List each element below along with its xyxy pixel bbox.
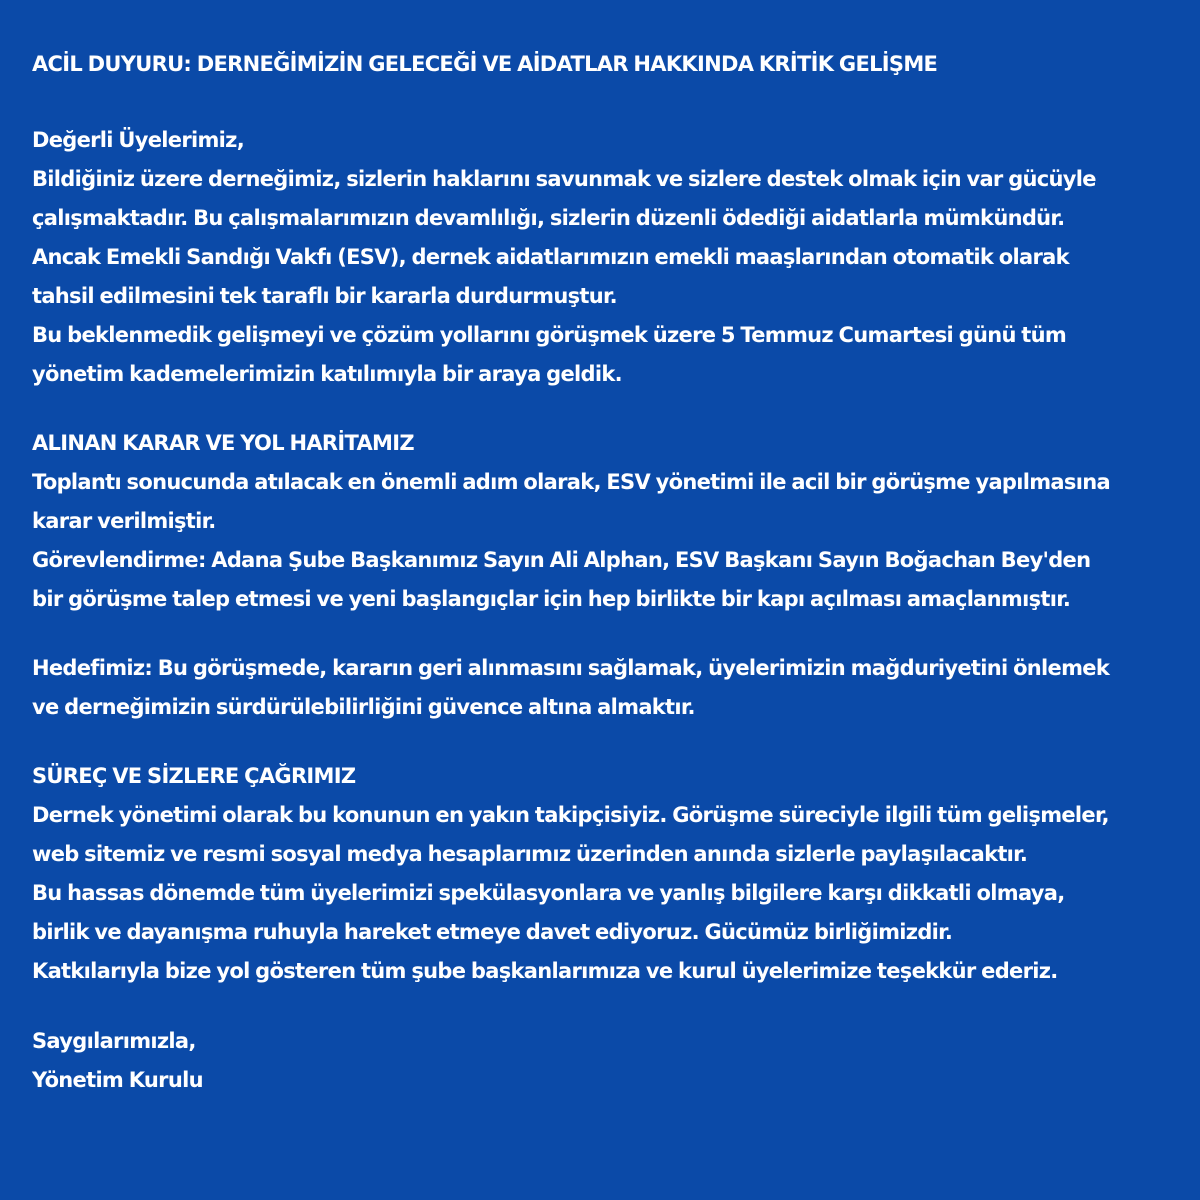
call-line: web sitemiz ve resmi sosyal medya hesaplarımız üzerinden anında sizlerle paylaşılacaktır. xyxy=(32,842,1028,866)
goal-line: Hedefimiz: Bu görüşmede, kararın geri alınmasını sağlamak, üyelerimizin mağduriyetini önlemek xyxy=(32,656,1110,680)
decision-line: Toplantı sonucunda atılacak en önemli adım olarak, ESV yönetimi ile acil bir görüşme yapılmasına xyxy=(32,470,1110,494)
announcement-title: ACİL DUYURU: DERNEĞİMİZİN GELECEĞİ VE AİDATLAR HAKKINDA KRİTİK GELİŞME xyxy=(32,52,938,76)
goal-line: ve derneğimizin sürdürülebilirliğini güvence altına almaktır. xyxy=(32,695,695,719)
call-line: birlik ve dayanışma ruhuyla hareket etmeye davet ediyoruz. Gücümüz birliğimizdir. xyxy=(32,920,953,944)
section-heading-call: SÜREÇ VE SİZLERE ÇAĞRIMIZ xyxy=(32,764,356,788)
spacer xyxy=(32,727,1170,757)
intro-line: yönetim kademelerimizin katılımıyla bir araya geldik. xyxy=(32,362,622,386)
spacer xyxy=(32,619,1170,649)
decision-line: Görevlendirme: Adana Şube Başkanımız Sayın Ali Alphan, ESV Başkanı Sayın Boğachan Bey'den xyxy=(32,548,1091,572)
call-line: Dernek yönetimi olarak bu konunun en yakın takipçisiyiz. Görüşme süreciyle ilgili tüm gelişmeler, xyxy=(32,803,1109,827)
section-heading-decision: ALINAN KARAR VE YOL HARİTAMIZ xyxy=(32,431,414,455)
signature: Yönetim Kurulu xyxy=(32,1068,203,1092)
spacer xyxy=(32,991,1170,1022)
intro-line: tahsil edilmesini tek taraflı bir kararla durdurmuştur. xyxy=(32,284,617,308)
closing: Saygılarımızla, xyxy=(32,1029,196,1053)
call-line: Bu hassas dönemde tüm üyelerimizi spekülasyonlara ve yanlış bilgilere karşı dikkatli olmaya, xyxy=(32,881,1065,905)
intro-line: Ancak Emekli Sandığı Vakfı (ESV), dernek aidatlarımızın emekli maaşlarından otomatik olarak xyxy=(32,245,1069,269)
decision-line: karar verilmiştir. xyxy=(32,509,216,533)
spacer xyxy=(32,394,1170,424)
intro-line: çalışmaktadır. Bu çalışmalarımızın devamlılığı, sizlerin düzenli ödediği aidatlarla mümkündür. xyxy=(32,206,1065,230)
greeting: Değerli Üyelerimiz, xyxy=(32,128,244,152)
spacer xyxy=(32,81,1170,121)
intro-line: Bildiğiniz üzere derneğimiz, sizlerin haklarını savunmak ve sizlere destek olmak için var gücüyle xyxy=(32,167,1096,191)
intro-line: Bu beklenmedik gelişmeyi ve çözüm yollarını görüşmek üzere 5 Temmuz Cumartesi günü tüm xyxy=(32,323,1067,347)
call-line: Katkılarıyla bize yol gösteren tüm şube başkanlarımıza ve kurul üyelerimize teşekkür ederiz. xyxy=(32,959,1058,983)
decision-line: bir görüşme talep etmesi ve yeni başlangıçlar için hep birlikte bir kapı açılması amaçlanmıştır. xyxy=(32,587,1071,611)
